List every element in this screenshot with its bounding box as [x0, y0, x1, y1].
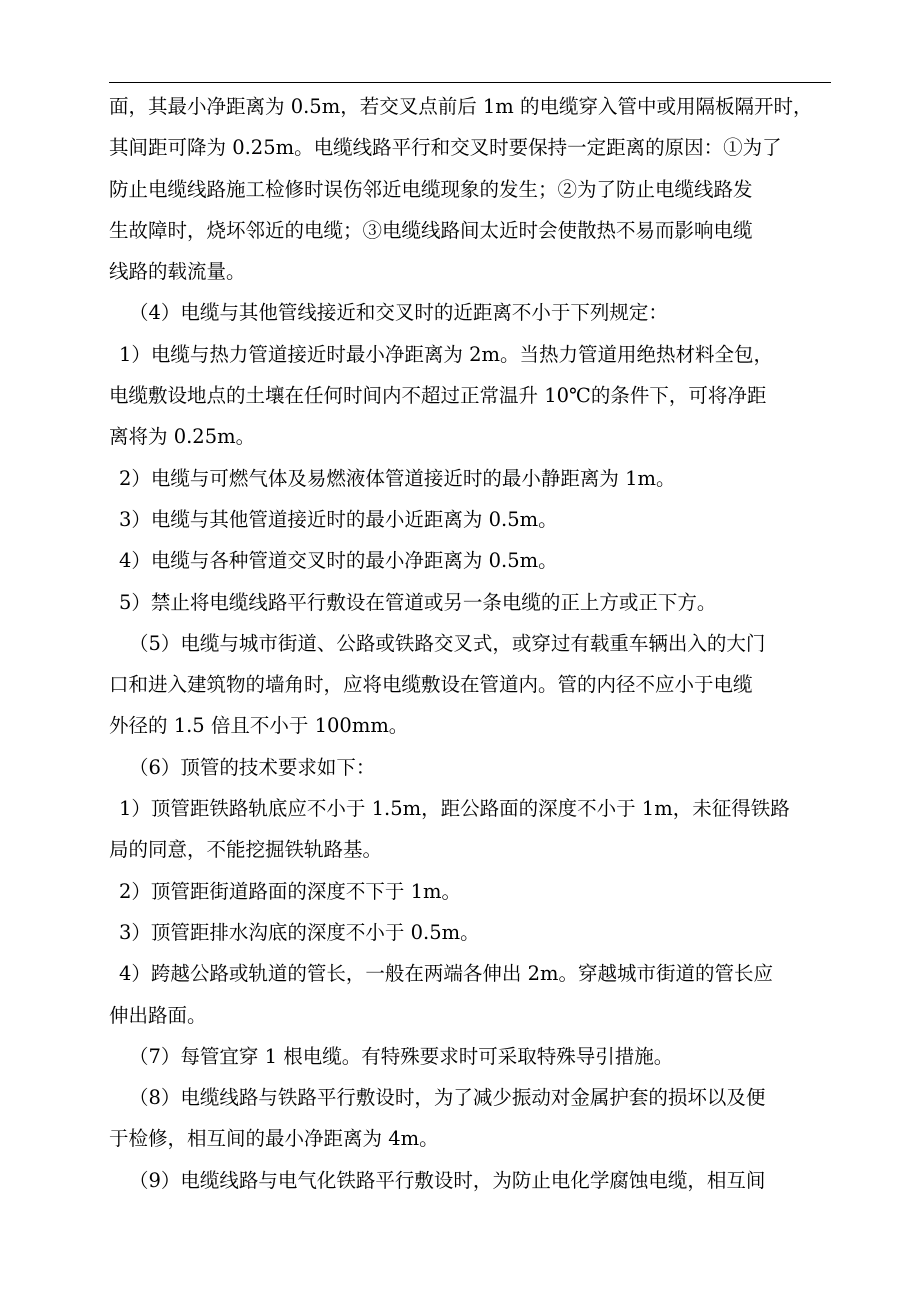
text-line: 外径的 1.5 倍且不小于 100mm。: [109, 714, 409, 738]
list-item: 4）电缆与各种管道交叉时的最小净距离为 0.5m。: [119, 549, 558, 573]
list-item: 5）禁止将电缆线路平行敷设在管道或另一条电缆的正上方或正下方。: [119, 590, 717, 614]
text-line: 其间距可降为 0.25m。电缆线路平行和交叉时要保持一定距离的原因：①为了: [109, 136, 782, 160]
text-line: 口和进入建筑物的墙角时，应将电缆敷设在管道内。管的内径不应小于电缆: [109, 673, 753, 697]
section-heading: （6）顶管的技术要求如下：: [129, 755, 376, 779]
list-item: 1）电缆与热力管道接近时最小净距离为 2m。当热力管道用绝热材料全包，: [119, 342, 774, 366]
list-item: 3）电缆与其他管道接近时的最小近距离为 0.5m。: [119, 507, 558, 531]
list-item: 3）顶管距排水沟底的深度不小于 0.5m。: [119, 920, 480, 944]
text-line: 电缆敷设地点的土壤在任何时间内不超过正常温升 10℃的条件下，可将净距: [109, 384, 767, 408]
list-item: 2）电缆与可燃气体及易燃液体管道接近时的最小静距离为 1m。: [119, 466, 676, 490]
text-line: 面，其最小净距离为 0.5m，若交叉点前后 1m 的电缆穿入管中或用隔板隔开时，: [109, 95, 813, 118]
section-heading: （7）每管宜穿 1 根电缆。有特殊要求时可采取特殊导引措施。: [129, 1044, 674, 1068]
text-line: 生故障时，烧坏邻近的电缆；③电缆线路间太近时会使散热不易而影响电缆: [109, 218, 753, 242]
section-heading: （9）电缆线路与电气化铁路平行敷设时，为防止电化学腐蚀电缆，相互间: [129, 1168, 766, 1192]
section-heading: （5）电缆与城市街道、公路或铁路交叉式，或穿过有载重车辆出入的大门: [129, 631, 766, 655]
list-item: 4）跨越公路或轨道的管长，一般在两端各伸出 2m。穿越城市街道的管长应: [119, 962, 774, 986]
text-line: 离将为 0.25m。: [109, 425, 256, 449]
list-item: 2）顶管距街道路面的深度不下于 1m。: [119, 879, 462, 903]
list-item: 1）顶管距铁路轨底应不小于 1.5m，距公路面的深度不小于 1m，未征得铁路: [119, 797, 790, 821]
header-rule: [109, 82, 831, 83]
section-heading: （8）电缆线路与铁路平行敷设时，为了减少振动对金属护套的损坏以及便: [129, 1086, 766, 1110]
text-line: 局的同意，不能挖掘铁轨路基。: [109, 838, 383, 862]
section-heading: （4）电缆与其他管线接近和交叉时的近距离不小于下列规定：: [129, 301, 668, 325]
text-line: 于检修，相互间的最小净距离为 4m。: [109, 1127, 439, 1151]
text-line: 线路的载流量。: [109, 260, 246, 284]
document-body: [109, 86, 831, 1201]
text-line: 防止电缆线路施工检修时误伤邻近电缆现象的发生；②为了防止电缆线路发: [109, 177, 753, 201]
text-line: 伸出路面。: [109, 1003, 207, 1027]
